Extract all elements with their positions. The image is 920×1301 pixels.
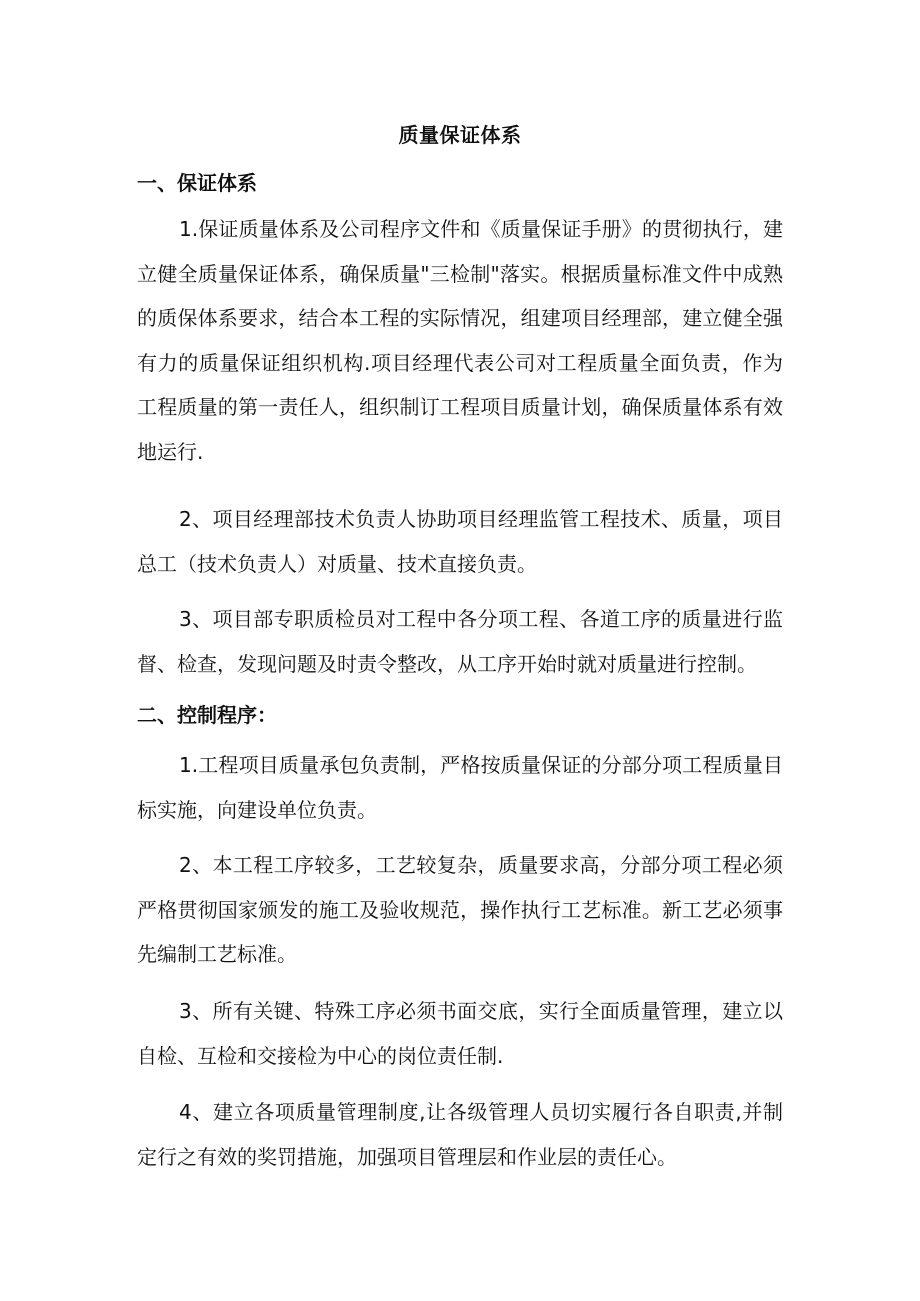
paragraph-control-4: 4、建立各项质量管理制度,让各级管理人员切实履行各自职责,并制定行之有效的奖罚措施，加强项目管理层和作业层的责任心。 <box>137 1100 783 1169</box>
paragraph-guarantee-3: 3、项目部专职质检员对工程中各分项工程、各道工序的质量进行监督、检查，发现问题及时责令整改，从工序开始时就对质量进行控制。 <box>137 607 783 676</box>
section-heading-control-procedure: 二、控制程序： <box>137 703 277 727</box>
paragraph-guarantee-2: 2、项目经理部技术负责人协助项目经理监管工程技术、质量，项目总工（技术负责人）对质量、技术直接负责。 <box>137 507 783 576</box>
section-heading-guarantee-system: 一、保证体系 <box>137 171 257 195</box>
document-title: 质量保证体系 <box>398 123 522 147</box>
paragraph-control-2: 2、本工程工序较多，工艺较复杂，质量要求高，分部分项工程必须严格贯彻国家颁发的施工及验收规范，操作执行工艺标准。新工艺必须事先编制工艺标准。 <box>137 853 783 966</box>
paragraph-guarantee-1: 1.保证质量体系及公司程序文件和《质量保证手册》的贯彻执行，建立健全质量保证体系，确保质量"三检制"落实。根据质量标准文件中成熟的质保体系要求，结合本工程的实际情况，组建项目经理部，建立健全强有力的质量保证组织机构.项目经理代表公司对工程质量全面负责，作为工程质量的第一责任人，组织制订工程项目质量计划，确保质量体系有效地运行. <box>137 217 783 464</box>
paragraph-control-1: 1.工程项目质量承包负责制，严格按质量保证的分部分项工程质量目标实施，向建设单位负责。 <box>137 753 783 822</box>
paragraph-control-3: 3、所有关键、特殊工序必须书面交底，实行全面质量管理，建立以自检、互检和交接检为中心的岗位责任制. <box>137 999 783 1068</box>
